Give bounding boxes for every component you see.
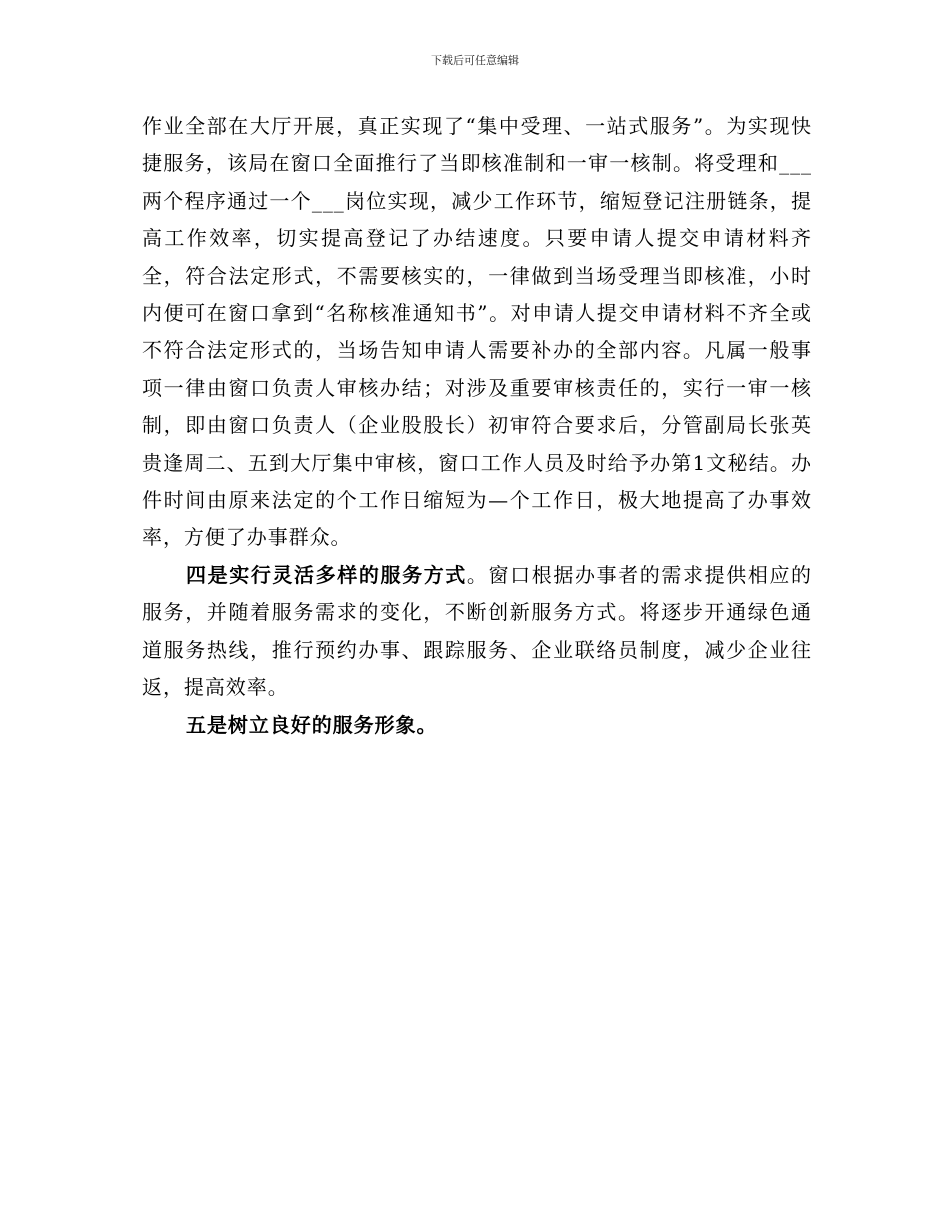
paragraph-heading: 五是树立良好的服务形象。 (186, 712, 438, 737)
document-body (142, 108, 812, 744)
paragraph-point-four (142, 557, 812, 707)
paragraph-text: 作业全部在大厅开展，真正实现了“集中受理、一站式服务”。为实现快捷服务，该局在窗口全面推行了当即核准制和一审一核制。将受理和___两个程序通过一个___岗位实现，减少工作环节，缩短登记注册链条，提高工作效率，切实提高登记了办结速度。只要申请人提交申请材料齐全，符合法定形式，不需要核实的，一律做到当场受理当即核准，小时内便可在窗口拿到“名称核准通知书”。对申请人提交申请材料不齐全或不符合法定形式的，当场告知申请人需要补办的全部内容。凡属一般事项一律由窗口负责人审核办结；对涉及重要审核责任的，实行一审一核制，即由窗口负责人（企业股股长）初审符合要求后，分管副局长张英贵逢周二、五到大厅集中审核，窗口工作人员及时给予办第1文秘结。办件时间由原来法定的个工作日缩短为—个工作日，极大地提高了办事效率，方便了办事群众。 (142, 114, 812, 550)
paragraph-text: 。窗口根据办事者的需求提供相应的服务，并随着服务需求的变化，不断创新服务方式。将逐步开通绿色通道服务热线，推行预约办事、跟踪服务、企业联络员制度，减少企业往返，提高效率。 (142, 562, 812, 700)
page-header: 下载后可任意编辑 (431, 54, 519, 67)
paragraph-heading: 四是实行灵活多样的服务方式 (186, 562, 467, 587)
paragraph-continued (142, 108, 812, 557)
paragraph-point-five (142, 707, 812, 744)
